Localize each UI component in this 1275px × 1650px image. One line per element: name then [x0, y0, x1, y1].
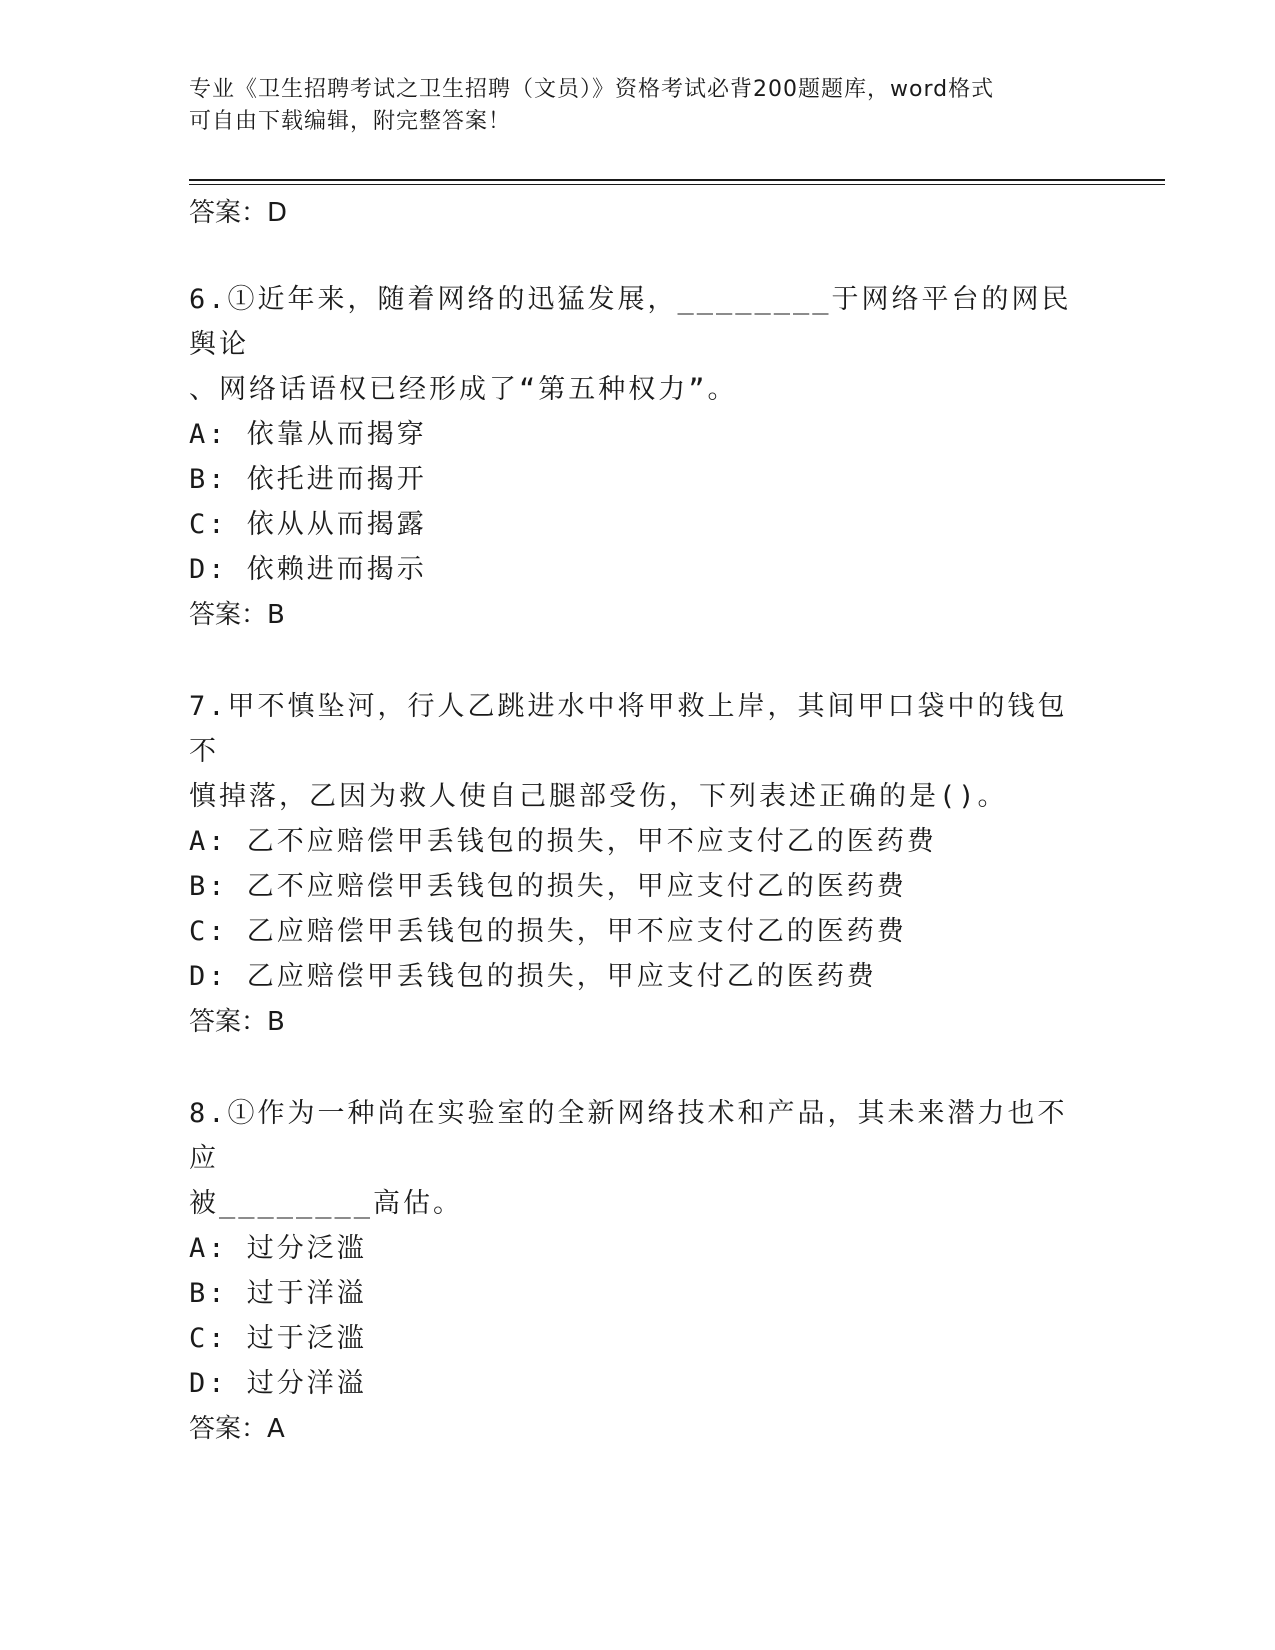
question-7-stem-line-2: 慎掉落，乙因为救人使自己腿部受伤，下列表述正确的是()。	[189, 781, 1008, 812]
question-6-answer: 答案：B	[189, 600, 285, 630]
question-7-option-b: B: 乙不应赔偿甲丢钱包的损失，甲应支付乙的医药费	[189, 871, 907, 902]
document-header	[189, 74, 1089, 138]
question-7-stem-line-1: 7.甲不慎坠河，行人乙跳进水中将甲救上岸，其间甲口袋中的钱包不	[189, 691, 1068, 767]
question-8-option-d: D: 过分洋溢	[189, 1368, 367, 1399]
question-8-stem-line-1: 8.①作为一种尚在实验室的全新网络技术和产品，其未来潜力也不应	[189, 1098, 1068, 1174]
question-8-stem-line-2: 被________高估。	[189, 1188, 464, 1219]
header-divider-thick	[189, 179, 1165, 181]
question-6-option-b: B: 依托进而揭开	[189, 464, 427, 495]
question-list	[189, 190, 1079, 1452]
question-6	[189, 277, 1079, 638]
question-7-option-c: C: 乙应赔偿甲丢钱包的损失，甲不应支付乙的医药费	[189, 916, 907, 947]
question-8	[189, 1091, 1079, 1452]
question-7-answer: 答案：B	[189, 1007, 285, 1037]
question-6-stem-line-1: 6.①近年来，随着网络的迅猛发展，________于网络平台的网民舆论	[189, 284, 1072, 360]
question-8-option-a: A: 过分泛滥	[189, 1233, 367, 1264]
question-6-option-d: D: 依赖进而揭示	[189, 554, 427, 585]
header-line-2: 可自由下载编辑，附完整答案！	[189, 109, 512, 134]
question-8-option-c: C: 过于泛滥	[189, 1323, 367, 1354]
header-divider-thin	[189, 184, 1165, 185]
previous-answer: 答案：D	[189, 198, 288, 228]
question-7	[189, 684, 1079, 1045]
header-line-1: 专业《卫生招聘考试之卫生招聘（文员）》资格考试必背200题题库，word格式	[189, 77, 995, 102]
question-7-option-d: D: 乙应赔偿甲丢钱包的损失，甲应支付乙的医药费	[189, 961, 877, 992]
question-7-option-a: A: 乙不应赔偿甲丢钱包的损失，甲不应支付乙的医药费	[189, 826, 937, 857]
question-6-stem-line-2: 、网络话语权已经形成了“第五种权力”。	[189, 374, 738, 405]
question-8-option-b: B: 过于洋溢	[189, 1278, 367, 1309]
question-8-answer: 答案：A	[189, 1414, 285, 1444]
question-6-option-a: A: 依靠从而揭穿	[189, 419, 427, 450]
question-6-option-c: C: 依从从而揭露	[189, 509, 427, 540]
